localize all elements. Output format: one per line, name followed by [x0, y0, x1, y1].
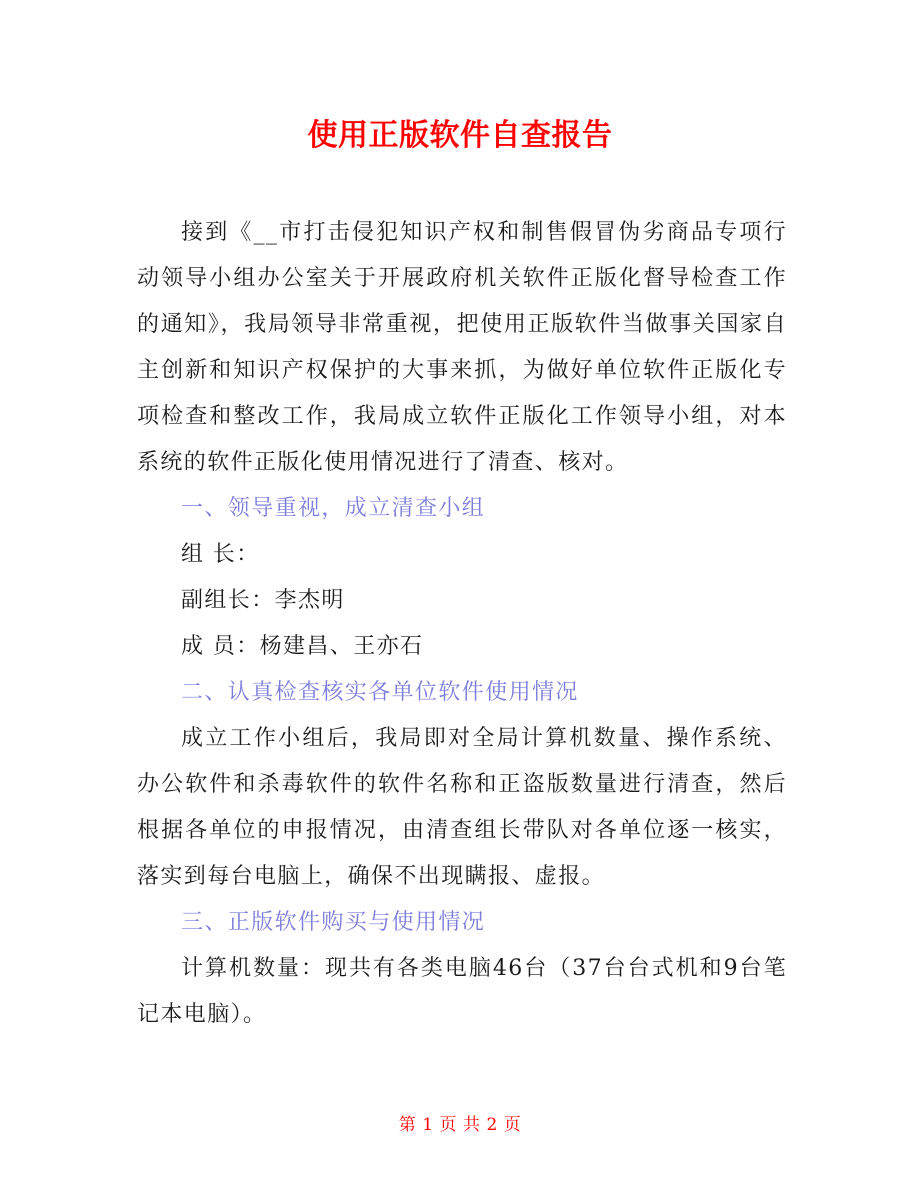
- paragraph-computer-count: 计算机数量：现共有各类电脑46台（37台台式机和9台笔记本电脑）。: [137, 956, 787, 1027]
- footer-current-page: 1: [422, 1115, 434, 1135]
- paragraph-members: 成 员：杨建昌、王亦石: [181, 634, 424, 659]
- paragraph-deputy-leader: 副组长：李杰明: [181, 588, 345, 613]
- paragraph-intro: 接到《__市打击侵犯知识产权和制售假冒伪劣商品专项行动领导小组办公室关于开展政府机关软件正版化督导检查工作的通知》，我局领导非常重视，把使用正版软件当做事关国家自主创新和知识产权保护的大事来抓，为做好单位软件正版化专项检查和整改工作，我局成立软件正版化工作领导小组，对本系统的软件正版化使用情况进行了清查、核对。: [137, 220, 787, 475]
- page-footer: [0, 1112, 920, 1138]
- section-heading-1: 一、领导重视，成立清查小组: [181, 496, 486, 521]
- footer-prefix: 第: [398, 1115, 417, 1135]
- footer-total-pages: 2: [486, 1115, 498, 1135]
- document-title: 使用正版软件自查报告: [307, 118, 613, 153]
- section-heading-2: 二、认真检查核实各单位软件使用情况: [181, 680, 579, 705]
- section-heading-3: 三、正版软件购买与使用情况: [181, 910, 486, 935]
- paragraph-verification: 成立工作小组后，我局即对全局计算机数量、操作系统、办公软件和杀毒软件的软件名称和正盗版数量进行清查，然后根据各单位的申报情况，由清查组长带队对各单位逐一核实，落实到每台电脑上，确保不出现瞒报、虚报。: [137, 726, 787, 889]
- document-body: [137, 210, 787, 1038]
- paragraph-leader: 组 长：: [181, 542, 260, 567]
- footer-suffix: 页: [503, 1115, 522, 1135]
- footer-mid: 页 共: [439, 1115, 481, 1135]
